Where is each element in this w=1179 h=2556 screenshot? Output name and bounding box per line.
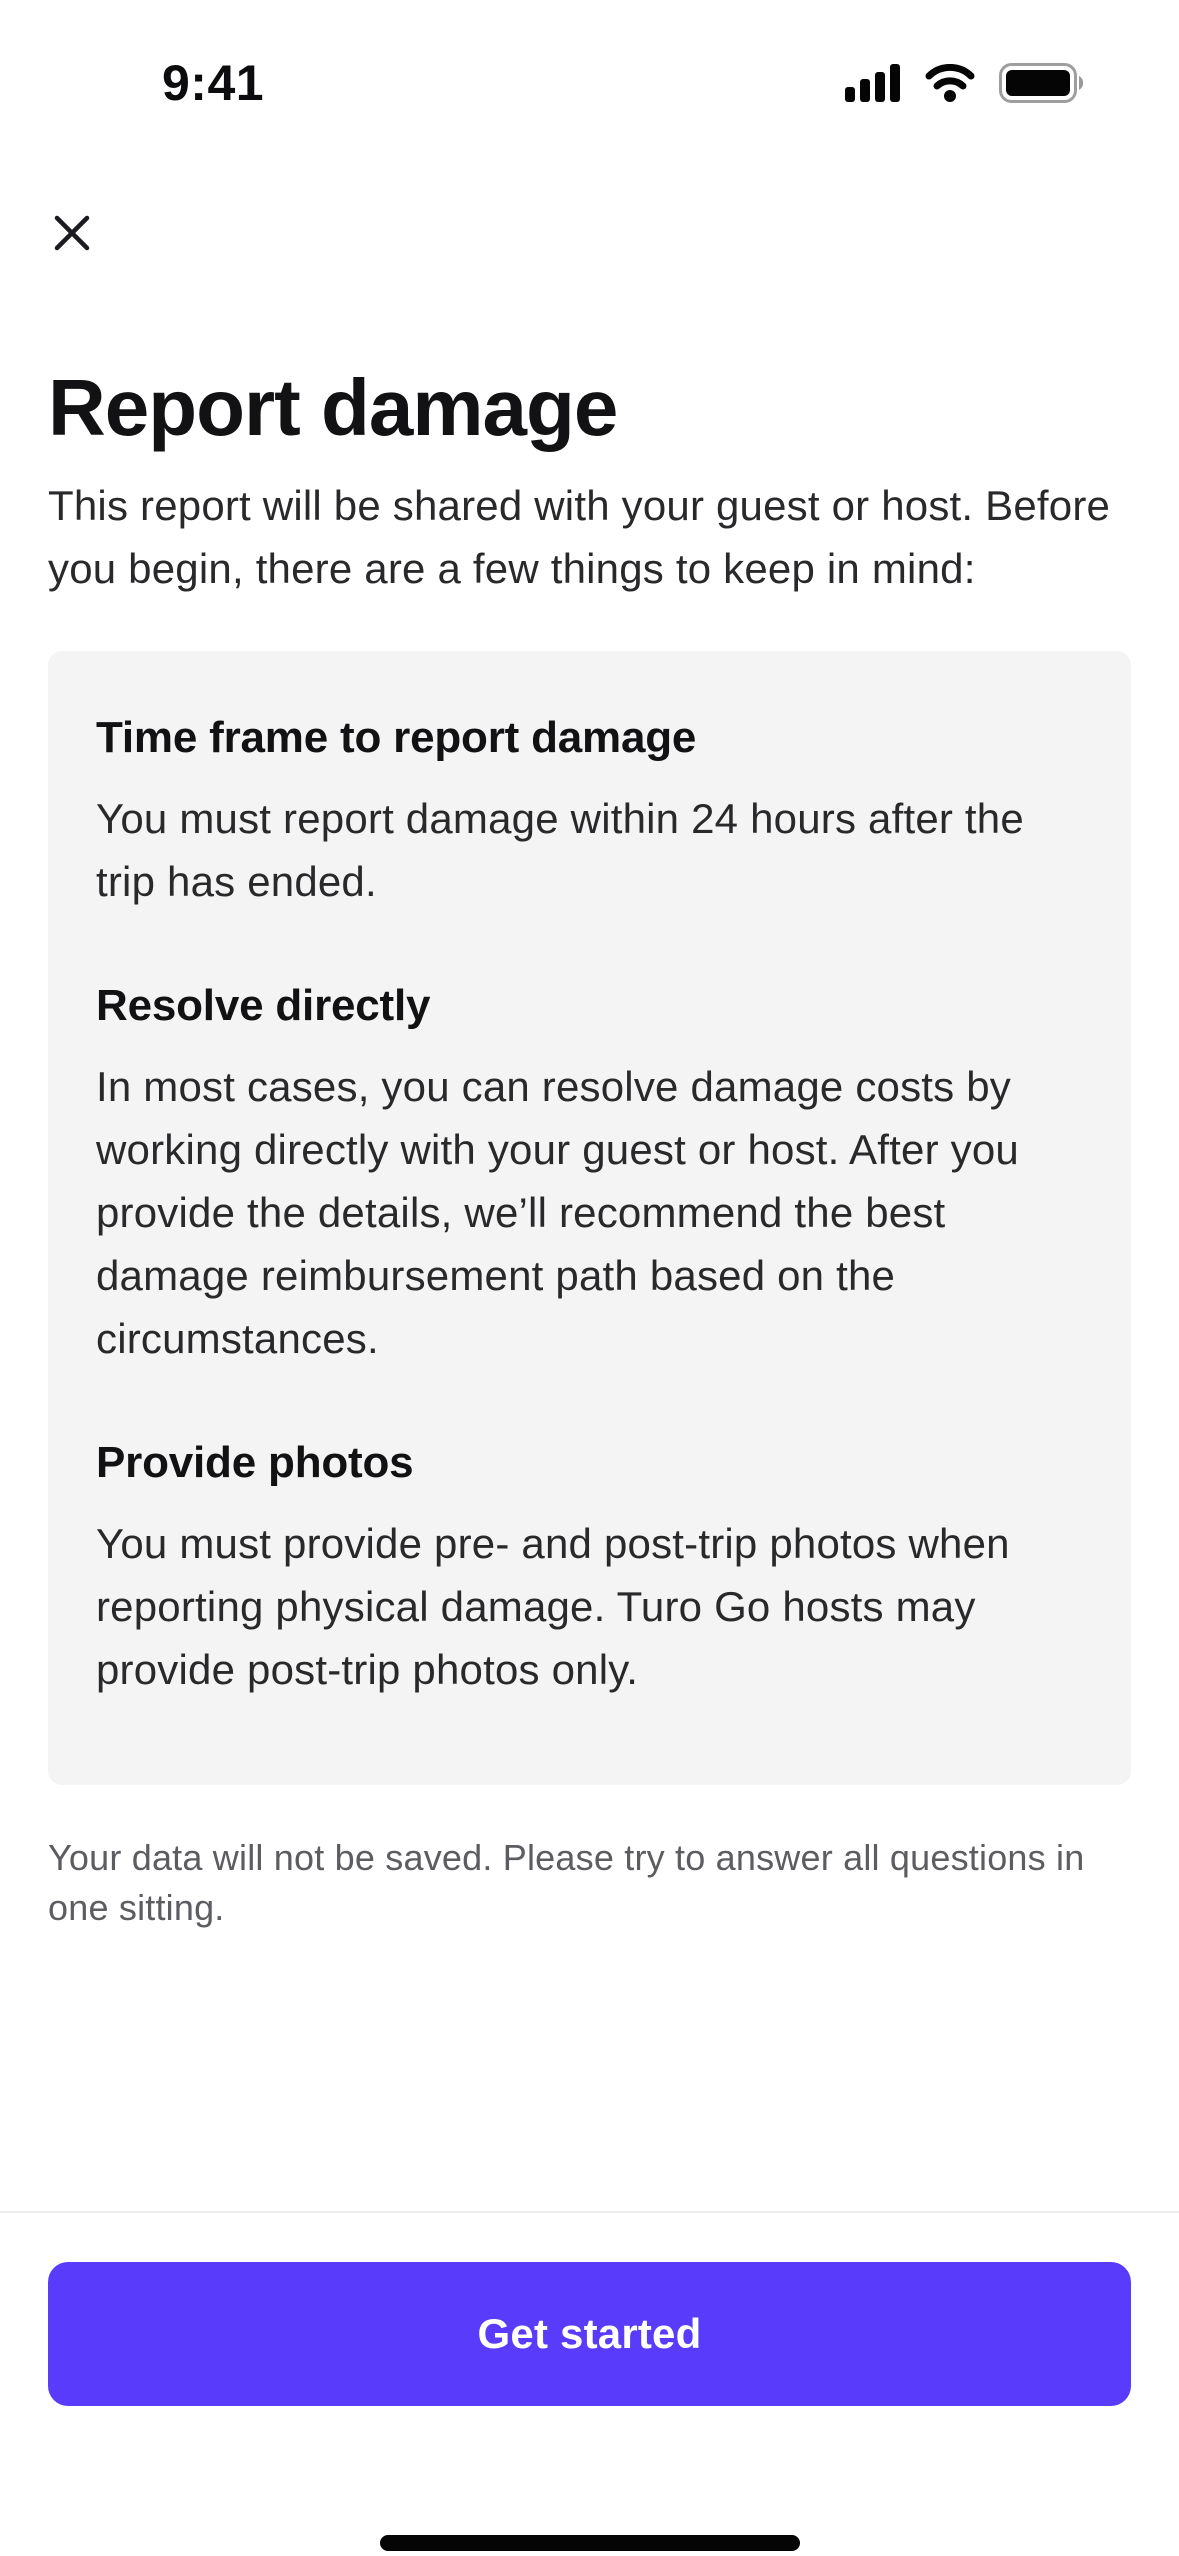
section-body: In most cases, you can resolve damage costs by working directly with your guest or host. After you provide the details, we’ll recommend the best damage reimbursement path based on the circumstances. xyxy=(96,1063,1019,1362)
wifi-icon xyxy=(925,64,975,107)
get-started-button[interactable] xyxy=(48,2262,1131,2406)
status-icons xyxy=(845,63,1085,108)
home-indicator[interactable] xyxy=(380,2535,800,2551)
info-card xyxy=(48,651,1131,1785)
intro-text: This report will be shared with your guest or host. Before you begin, there are a few things to keep in mind: xyxy=(48,482,1111,592)
cellular-signal-icon xyxy=(845,64,901,107)
card-section-provide-photos xyxy=(96,1434,1083,1701)
section-body: You must report damage within 24 hours after the trip has ended. xyxy=(96,795,1024,905)
close-button[interactable] xyxy=(42,204,102,264)
card-section-resolve-directly xyxy=(96,977,1083,1370)
section-heading: Provide photos xyxy=(96,1438,414,1487)
nav-row xyxy=(42,204,102,264)
bottom-bar xyxy=(0,2211,1179,2406)
status-time: 9:41 xyxy=(162,55,265,111)
main-content xyxy=(48,336,1131,1933)
get-started-label: Get started xyxy=(477,2310,702,2357)
page-title: Report damage xyxy=(48,363,618,452)
status-bar xyxy=(0,0,1179,132)
battery-icon xyxy=(999,63,1085,108)
footnote-text: Your data will not be saved. Please try to answer all questions in one sitting. xyxy=(48,1837,1085,1928)
section-heading: Resolve directly xyxy=(96,981,431,1030)
section-body: You must provide pre- and post-trip photos when reporting physical damage. Turo Go hosts may provide post-trip photos only. xyxy=(96,1520,1010,1693)
close-icon xyxy=(50,211,94,258)
section-heading: Time frame to report damage xyxy=(96,713,697,762)
card-section-timeframe xyxy=(96,709,1083,913)
